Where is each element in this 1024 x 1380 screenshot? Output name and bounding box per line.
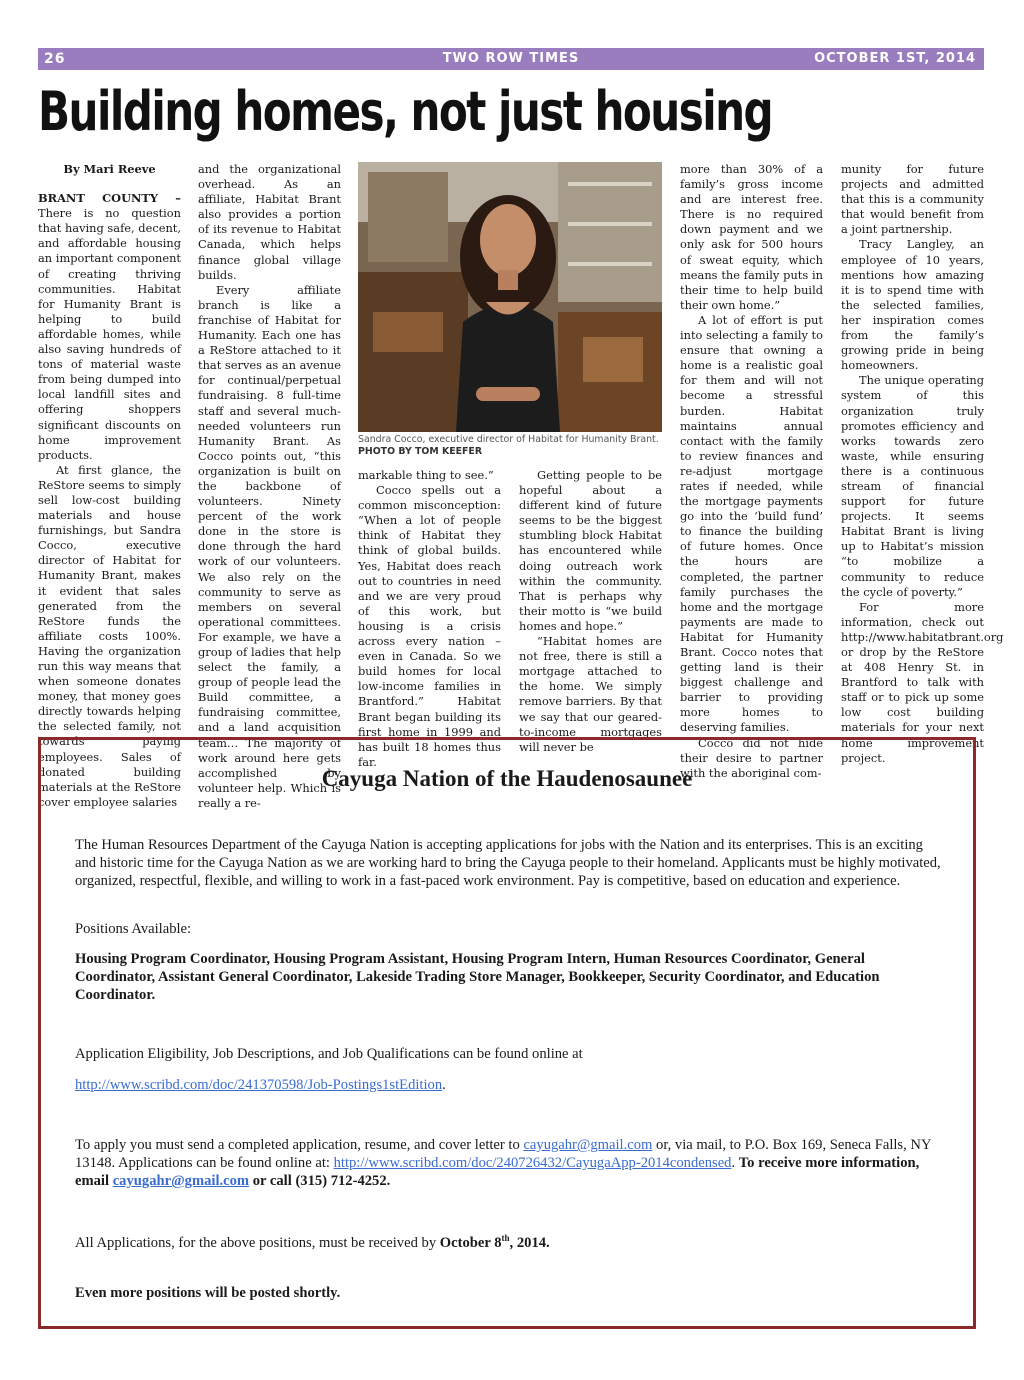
article-column-6 (841, 162, 1004, 766)
eligibility-text: Application Eligibility, Job Descriptions, and Job Qualifications can be found online at (75, 1046, 583, 1062)
byline: By Mari Reeve (63, 162, 156, 176)
page-banner (38, 48, 984, 70)
photo-caption: Sandra Cocco, executive director of Habitat for Humanity Brant. PHOTO BY TOM KEEFER (358, 434, 659, 457)
article-paragraph: The unique operating system of this organization truly promotes efficiency and works towards zero waste, while ensuring there is a continuous stream of financial support for future projects. It seems Habitat Brant is living up to Habitat’s mission “to mobilize a community to reduce the cycle of poverty.” (841, 373, 984, 599)
article-column-4 (519, 468, 662, 755)
article-photo (358, 162, 662, 432)
article-paragraph: Every affiliate branch is like a franchise of Habitat for Humanity. Each one has a ReStore attached to it that serves as an avenue for continual/perpetual fundraising. 8 full-time staff and several much-needed volunteers run Humanity Brant. As Cocco points out, “this organization is built on the backbone of volunteers. Ninety percent of the work done in the store is done through the hard work of our volunteers. We also rely on the community to serve as members on several operational committees. For example, we have a group of ladies that help select the family, a group of people lead the Build committee, a fundraising committee, and a land acquisition team… The majority of work around here gets accomplished by volunteer help. Which is really a re- (198, 282, 341, 810)
article-column-2 (198, 162, 341, 811)
article-column-5 (680, 162, 823, 781)
positions-list: Housing Program Coordinator, Housing Program Assistant, Housing Program Intern, Human Resources Coordinator, General Coordinator, Assistant General Coordinator, Lakeside Trading Store Manager, Bookkeeper, Security Coordinator, and Education Coordinator. (75, 951, 880, 1003)
article-paragraph: munity for future projects and admitted that this is a community that would benefit from a joint partnership. (841, 162, 984, 237)
photo-illustration (358, 162, 662, 432)
article-column-1 (38, 162, 181, 810)
article-paragraph: A lot of effort is put into selecting a family to ensure that owning a home is a realistic goal for them and will not become a stressful burden. Habitat maintains annual contact with the family to review finances and re-adjust mortgage rates if needed, while the mortgage payments go into the ‘build fund’ to finance the building of future homes. Once the hours are completed, the partner family purchases the home and the mortgage payments are made to Habitat for Humanity Brant. Cocco notes that getting land is their biggest challenge and barrier to providing more homes to deserving families. (680, 312, 823, 735)
article-column-3 (358, 468, 501, 770)
application-link[interactable]: http://www.scribd.com/doc/240726432/CayugaApp-2014condensed (333, 1155, 732, 1171)
email-link[interactable]: cayugahr@gmail.com (523, 1137, 653, 1153)
postings-link[interactable]: http://www.scribd.com/doc/241370598/Job-Postings1stEdition (75, 1077, 443, 1093)
apply-instructions: To apply you must send a completed application, resume, and cover letter to cayugahr@gmail.com or, via mail, to P.O. Box 169, Seneca Falls, NY 13148. Applications can be found online at: http://www.scribd.com/doc/240726432/CayugaApp-2014condensed. To receive more information, email cayugahr@gmail.com or call (315) 712-4252. (75, 1137, 931, 1189)
positions-label: Positions Available: (75, 921, 192, 937)
article-paragraph: At first glance, the ReStore seems to simply sell low-cost building materials and house furnishings, but Sandra Cocco, executive director of Habitat for Humanity Brant, makes it evident that sales generated from the ReStore funds the affiliate costs 100%. Having the organization run this way means that when someone donates money, that money goes directly towards helping the selected family, not towards paying employees. Sales of donated building materials at the ReStore cover employee salaries (38, 462, 181, 809)
article-headline: Building homes, not just housing (38, 80, 773, 143)
ad-title: Cayuga Nation of the Haudenosaunee (321, 766, 693, 791)
postings-link-line: http://www.scribd.com/doc/241370598/Job-Postings1stEdition. (75, 1077, 446, 1093)
article-paragraph: markable thing to see.” (358, 468, 494, 482)
article-paragraph: BRANT COUNTY – There is no question that having safe, decent, and affordable housing an important component of creating thriving communities. Habitat for Humanity Brant is helping to build affordable homes, while also saving hundreds of tons of material waste from being dumped into local landfill sites and offering shoppers significant discounts on home improvement products. (38, 191, 181, 462)
article-paragraph: and the organizational overhead. As an affiliate, Habitat Brant also provides a portion of its revenue to Habitat Canada, which helps finance global village builds. (198, 162, 341, 282)
photo-credit: PHOTO BY TOM KEEFER (358, 446, 483, 457)
job-advertisement (38, 737, 976, 1329)
article-paragraph: For more information, check out http://www.habitatbrant.org or drop by the ReStore at 408 Henry St. in Brantford to talk with staff or to pick up some low cost building materials for your next home improvement project. (841, 599, 1004, 765)
article-paragraph: Cocco spells out a common misconception: “When a lot of people think of Habitat they think of global builds. Yes, Habitat does reach out to countries in need and we are very proud of this work, but housing is a crisis across every nation – even in Canada. So we build homes for local low-income families in Brantford.” Habitat Brant began building its first home in 1999 and has built 18 homes thus far. (358, 483, 501, 769)
email-link-bold[interactable]: cayugahr@gmail.com (112, 1173, 250, 1189)
article-paragraph: “Habitat homes are not free, there is still a mortgage attached to the home. We simply remove barriers. By that we say that our geared-to-income mortgages will never be (519, 634, 662, 754)
article-paragraph: Getting people to be hopeful about a different kind of future seems to be the biggest stumbling block Habitat has encountered while doing outreach work within the community. That is perhaps why their motto is “we build homes and hope.” (519, 468, 662, 633)
dateline: BRANT COUNTY – (38, 191, 181, 206)
article-paragraph: Cocco did not hide their desire to partner with the aboriginal com- (680, 735, 823, 780)
publication-name: TWO ROW TIMES (442, 51, 580, 66)
issue-date: OCTOBER 1ST, 2014 (814, 51, 976, 66)
page-number: 26 (44, 51, 66, 67)
article-paragraph: more than 30% of a family’s gross income and are interest free. There is no required down payment and we only ask for 500 hours of sweat equity, which means the family puts in their time to help build their own home.” (680, 162, 823, 312)
article-paragraph: Tracy Langley, an employee of 10 years, mentions how amazing it is to spend time with the selected families, her inspiration comes from the family’s growing pride in being homeowners. (841, 237, 984, 373)
deadline-text: All Applications, for the above positions, must be received by October 8th, 2014. (75, 1233, 550, 1251)
more-positions-note: Even more positions will be posted shortly. (75, 1285, 341, 1301)
ad-intro: The Human Resources Department of the Cayuga Nation is accepting applications for jobs with the Nation and its enterprises. This is an exciting and historic time for the Cayuga Nation as we are working hard to bring the Cayuga people to their homeland. Applicants must be highly motivated, organized, respectful, flexible, and willing to work in a fast-paced work environment. Pay is competitive, based on education and experience. (75, 837, 941, 889)
